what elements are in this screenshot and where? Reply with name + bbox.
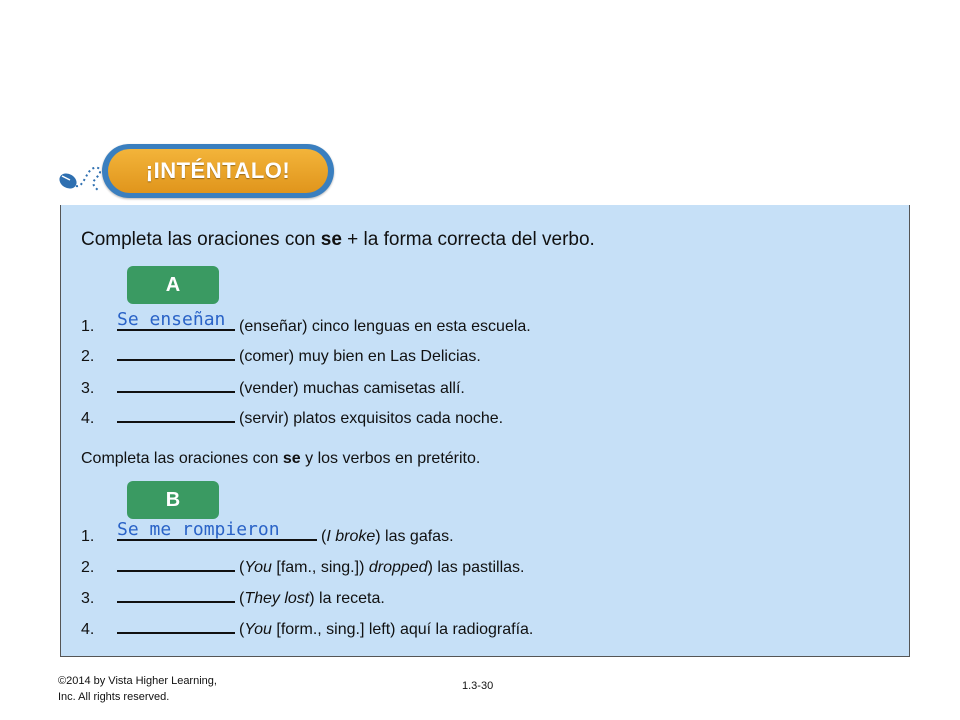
list-item: 3. (vender) muchas camisetas allí. (81, 377, 465, 398)
section-a-instruction: Completa las oraciones con se + la forma correcta del verbo. (81, 229, 595, 250)
answer-blank[interactable] (117, 407, 235, 423)
answer-blank[interactable] (117, 345, 235, 361)
page-number: 1.3-30 (462, 680, 494, 692)
handwritten-answer: Se me rompieron (117, 519, 280, 540)
answer-blank[interactable] (117, 618, 235, 634)
list-item: 2. (comer) muy bien en Las Delicias. (81, 345, 481, 366)
computer-mouse-icon (56, 162, 108, 198)
logo-badge (102, 144, 334, 198)
answer-blank[interactable] (117, 587, 235, 603)
list-item: 2. (You [fam., sing.]) dropped) las pastillas. (81, 556, 524, 577)
answer-blank[interactable] (117, 556, 235, 572)
intentalo-logo (56, 144, 291, 200)
list-item: 4. (You [form., sing.] left) aquí la radiografía. (81, 618, 533, 639)
list-item: 3. (They lost) la receta. (81, 587, 385, 608)
list-item: 1. (I broke) las gafas. Se me rompieron (81, 519, 454, 545)
logo-text: ¡INTÉNTALO! (108, 149, 328, 193)
section-a-badge: A (127, 266, 219, 304)
answer-blank[interactable] (117, 377, 235, 393)
copyright-notice: ©2014 by Vista Higher Learning, Inc. All rights reserved. (58, 675, 217, 703)
section-b-instruction: Completa las oraciones con se y los verbos en pretérito. (81, 450, 481, 467)
section-b-badge: B (127, 481, 219, 519)
list-item: 4. (servir) platos exquisitos cada noche. (81, 407, 503, 428)
list-item: 1. (enseñar) cinco lenguas en esta escuela. Se enseñan (81, 309, 531, 335)
exercise-panel (60, 205, 910, 657)
handwritten-answer: Se enseñan (117, 309, 226, 330)
